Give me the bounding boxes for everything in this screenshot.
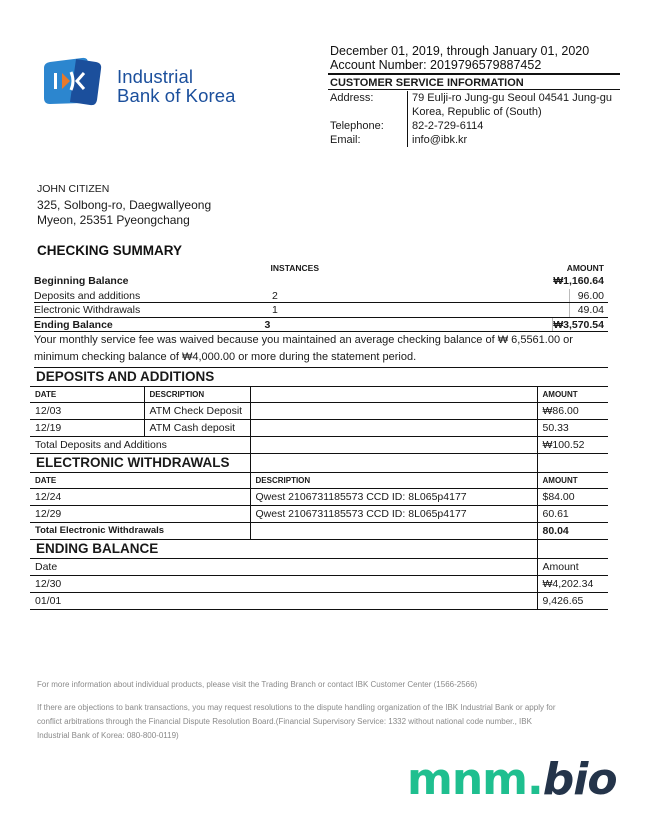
ending-balance-header-row xyxy=(30,558,608,575)
footer-dispute-line1: If there are objections to bank transactions, you may request resolutions to the dispute handling organization of the IBK Industrial Bank or apply for xyxy=(37,703,556,712)
csi-row xyxy=(328,91,620,105)
csi-address-cont: Korea, Republic of (South) xyxy=(407,105,620,119)
date-header: DATE xyxy=(30,472,250,488)
csi-email: info@ibk.kr xyxy=(407,133,620,147)
withdrawal-amount: 60.61 xyxy=(537,505,608,522)
csi-label xyxy=(328,105,407,119)
withdrawal-description: Qwest 2106731185573 CCD ID: 8L065p4177 xyxy=(250,488,537,505)
checking-summary-title: CHECKING SUMMARY xyxy=(37,243,182,258)
description-header: DESCRIPTION xyxy=(250,472,537,488)
withdrawals-title: ELECTRONIC WITHDRAWALS xyxy=(30,453,250,472)
csi-address: 79 Eulji-ro Jung-gu Seoul 04541 Jung-gu xyxy=(407,91,620,105)
footer-dispute-line2: conflict arbitrations through the Financial Dispute Resolution Board.(Financial Supervisory Service: 1332 without national code number., IBK xyxy=(37,717,532,726)
csi-row xyxy=(328,133,620,147)
date-header: Date xyxy=(30,558,537,575)
deposit-row xyxy=(30,402,608,419)
withdrawal-row xyxy=(30,505,608,522)
instances-header: INSTANCES xyxy=(270,263,320,273)
summary-amount: 96.00 xyxy=(577,289,604,302)
summary-label: Electronic Withdrawals xyxy=(34,304,141,316)
summary-label: Ending Balance xyxy=(34,318,113,331)
ending-balance-date: 12/30 xyxy=(30,575,537,592)
bank-name-line2: Bank of Korea xyxy=(117,85,236,106)
footer-dispute xyxy=(37,701,617,743)
ibk-logo-icon xyxy=(42,56,104,106)
customer-name: JOHN CITIZEN xyxy=(37,183,110,195)
statement-info xyxy=(330,44,620,72)
summary-row-ending-balance xyxy=(34,318,608,333)
customer-service-title: CUSTOMER SERVICE INFORMATION xyxy=(328,73,620,90)
summary-amount: ₩1,160.64 xyxy=(553,275,604,287)
ending-balance-amount: 9,426.65 xyxy=(537,592,608,609)
csi-label: Email: xyxy=(330,134,361,146)
withdrawals-title-row xyxy=(30,453,608,472)
deposits-header-row xyxy=(30,386,608,402)
statement-period: December 01, 2019, through January 01, 2020 xyxy=(330,44,590,58)
ending-balance-title: ENDING BALANCE xyxy=(30,539,537,558)
watermark xyxy=(407,755,617,805)
description-header: DESCRIPTION xyxy=(144,386,250,402)
customer-service-info xyxy=(328,91,620,147)
ending-balance-date: 01/01 xyxy=(30,592,537,609)
deposit-amount: ₩86.00 xyxy=(537,402,608,419)
deposits-title-row xyxy=(30,367,608,386)
summary-instances: 1 xyxy=(272,303,570,317)
deposit-description: ATM Check Deposit xyxy=(144,402,250,419)
deposits-total-amount: ₩100.52 xyxy=(537,436,608,453)
summary-row-beginning-balance xyxy=(34,274,608,289)
amount-header: AMOUNT xyxy=(537,472,608,488)
withdrawals-header-row xyxy=(30,472,608,488)
deposit-date: 12/19 xyxy=(30,419,144,436)
deposit-row xyxy=(30,419,608,436)
summary-label: Deposits and additions xyxy=(34,289,141,302)
csi-label: Address: xyxy=(330,92,374,104)
transactions-table xyxy=(30,367,608,610)
summary-instances: 2 xyxy=(272,289,570,303)
summary-header-row xyxy=(34,262,608,274)
csi-label: Telephone: xyxy=(330,120,384,132)
deposit-date: 12/03 xyxy=(30,402,144,419)
bank-name xyxy=(117,67,236,105)
amount-header: Amount xyxy=(537,558,608,575)
deposit-description: ATM Cash deposit xyxy=(144,419,250,436)
csi-row xyxy=(328,119,620,133)
withdrawal-description: Qwest 2106731185573 CCD ID: 8L065p4177 xyxy=(250,505,537,522)
ending-balance-amount: ₩4,202.34 xyxy=(537,575,608,592)
amount-header: AMOUNT xyxy=(566,263,604,273)
bank-name-line1: Industrial xyxy=(117,66,194,87)
watermark-part1: mnm. xyxy=(407,754,543,805)
withdrawal-date: 12/24 xyxy=(30,488,250,505)
footer-dispute-line3: Industrial Bank of Korea: 080-800-0119) xyxy=(37,731,179,740)
customer-address-line1: 325, Solbong-ro, Daegwallyeong xyxy=(37,197,212,212)
service-fee-note-line1: Your monthly service fee was waived because you maintained an average checking balance of ₩ 6,5561.00 or xyxy=(34,334,573,346)
bank-logo xyxy=(42,56,272,106)
ending-balance-row xyxy=(30,592,608,609)
summary-amount: ₩3,570.54 xyxy=(553,318,604,331)
amount-header: AMOUNT xyxy=(537,386,608,402)
summary-row-deposits xyxy=(34,289,608,304)
checking-summary-table xyxy=(34,262,608,368)
ending-balance-title-row xyxy=(30,539,608,558)
service-fee-note-line2: minimum checking balance of ₩4,000.00 or more during the statement period. xyxy=(34,351,417,363)
summary-instances: 3 xyxy=(265,318,554,332)
summary-instances xyxy=(265,274,554,289)
date-header: DATE xyxy=(30,386,144,402)
withdrawal-amount: $84.00 xyxy=(537,488,608,505)
customer-address-block xyxy=(37,182,211,229)
deposits-total-row xyxy=(30,436,608,453)
customer-address-line2: Myeon, 25351 Pyeongchang xyxy=(37,213,190,227)
watermark-part2: bio xyxy=(542,754,617,805)
footer-info: For more information about individual products, please visit the Trading Branch or contact IBK Customer Center (1566-2566) xyxy=(37,680,478,689)
csi-telephone: 82-2-729-6114 xyxy=(407,119,620,133)
summary-label: Beginning Balance xyxy=(34,275,129,287)
ending-balance-row xyxy=(30,575,608,592)
withdrawal-date: 12/29 xyxy=(30,505,250,522)
summary-row-withdrawals xyxy=(34,303,608,318)
withdrawal-row xyxy=(30,488,608,505)
withdrawals-total-amount: 80.04 xyxy=(537,522,608,539)
account-number-line xyxy=(330,58,620,72)
csi-row xyxy=(328,105,620,119)
withdrawals-total-row xyxy=(30,522,608,539)
account-number: 2019796579887452 xyxy=(430,58,542,72)
withdrawals-total-label: Total Electronic Withdrawals xyxy=(30,522,250,539)
deposits-total-label: Total Deposits and Additions xyxy=(30,436,250,453)
deposit-amount: 50.33 xyxy=(537,419,608,436)
summary-amount: 49.04 xyxy=(577,304,604,316)
deposits-title: DEPOSITS AND ADDITIONS xyxy=(30,367,608,386)
service-fee-note xyxy=(34,332,608,368)
account-number-label: Account Number: xyxy=(330,58,431,72)
